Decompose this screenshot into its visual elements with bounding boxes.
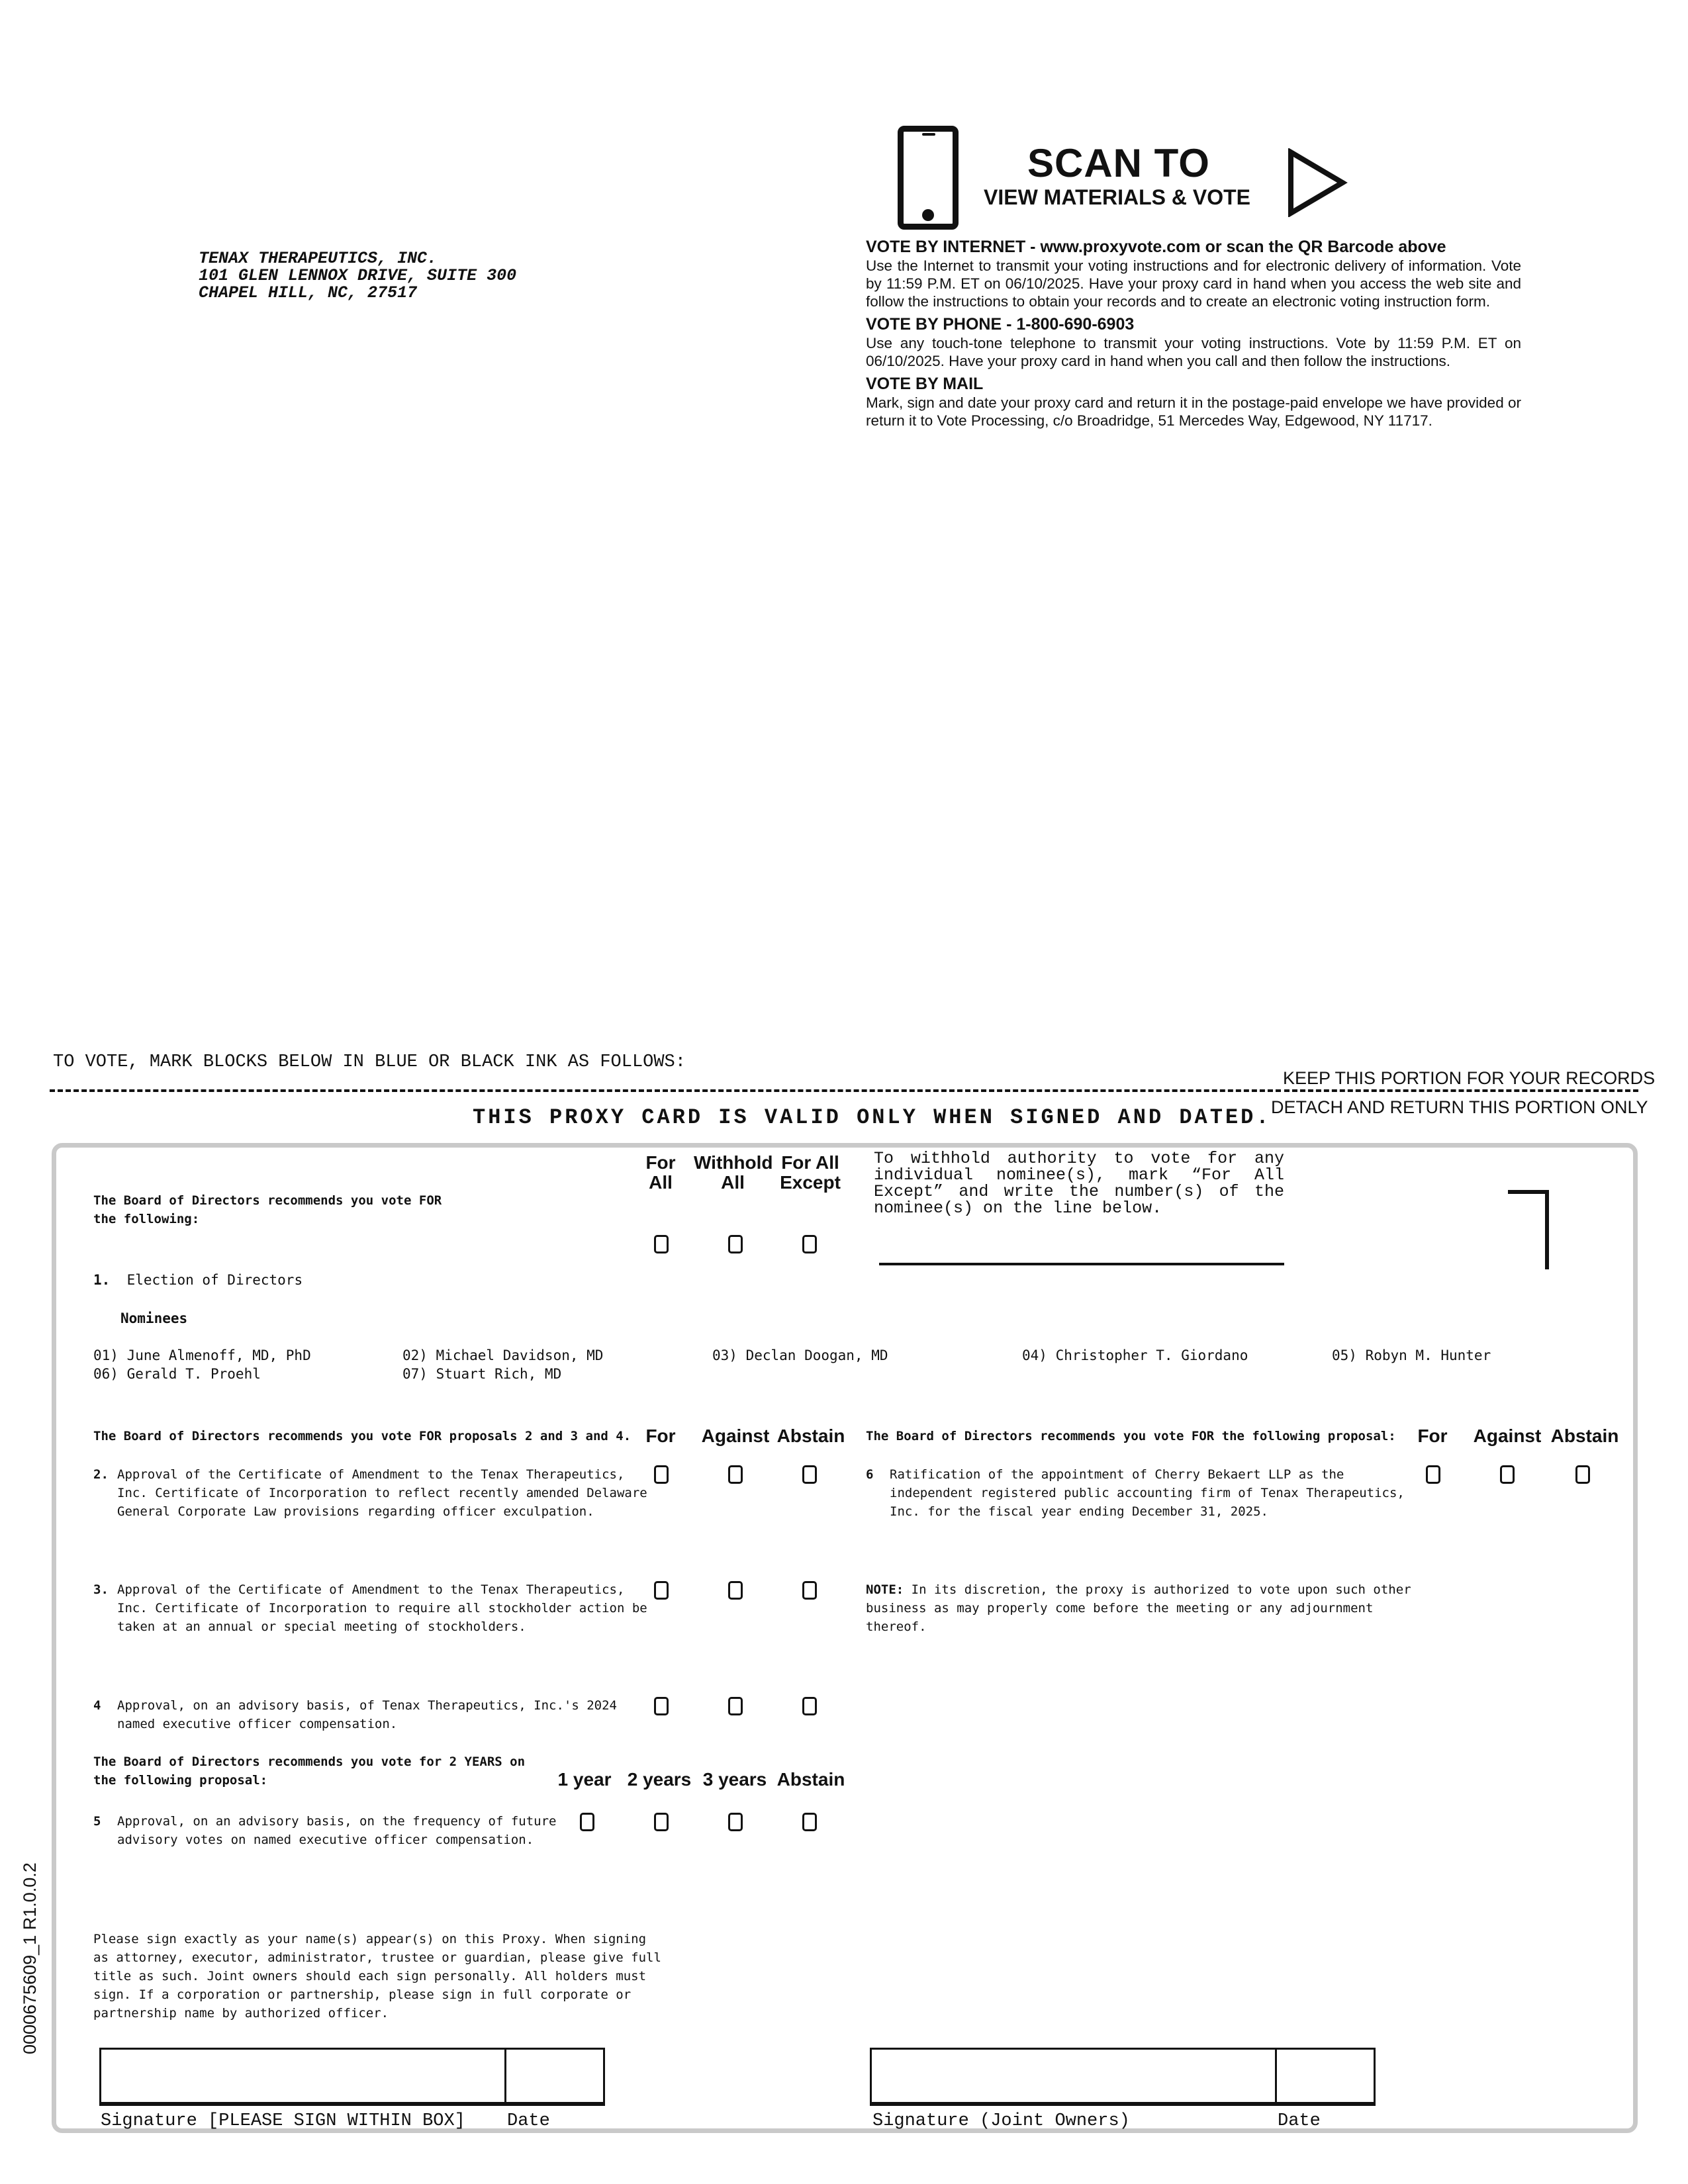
col-2-years: 2 years [627, 1769, 692, 1790]
proposal-4-for-checkbox[interactable] [654, 1697, 669, 1715]
signing-line-3: title as such. Joint owners should each sign personally. All holders must [93, 1969, 647, 1983]
date-label: Date [507, 2111, 550, 2131]
signing-line-1: Please sign exactly as your name(s) appear(s) on this Proxy. When signing [93, 1932, 647, 1946]
proposal-6-against-checkbox[interactable] [1500, 1465, 1515, 1484]
internet-text: Use the Internet to transmit your voting instructions and for electronic delivery of information. Vote by 11:59 P.M. ET on 06/10/2025. Have your proxy card in hand when you access the web site and follow the instructions to obtain your records and to create an electronic voting instruction form. [866, 257, 1521, 310]
checkbox-for-all-except[interactable] [802, 1235, 817, 1253]
internet-heading: VOTE BY INTERNET - www.proxyvote.com or scan the QR Barcode above [866, 238, 1446, 256]
signing-line-4: sign. If a corporation or partnership, please sign in full corporate or [93, 1987, 632, 2002]
proposal-2-against-checkbox[interactable] [728, 1465, 743, 1484]
proposal-2-number: 2. [93, 1467, 109, 1482]
col-1-year: 1 year [557, 1769, 612, 1790]
proposal-5-1-year-checkbox[interactable] [580, 1813, 594, 1831]
col-for-all [635, 1153, 686, 1193]
proposal-5-3-years-checkbox[interactable] [728, 1813, 743, 1831]
detach-return-label: DETACH AND RETURN THIS PORTION ONLY [1271, 1097, 1648, 1117]
withhold-note: To withhold authority to vote for any individual nominee(s), mark “For All Except” and write the number(s) of the nominee(s) on the line below. [874, 1149, 1284, 1218]
frequency-recommendation [93, 1752, 525, 1790]
proposal-3-number: 3. [93, 1582, 109, 1597]
sender-line-2: 101 GLEN LENNOX DRIVE, SUITE 300 [199, 266, 517, 285]
col-except-line-1: For All [781, 1152, 839, 1173]
nominee-04: 04) Christopher T. Giordano [1022, 1347, 1248, 1363]
proposal-5-line-2: advisory votes on named executive officer compensation. [117, 1833, 534, 1847]
joint-signature-label: Signature (Joint Owners) [872, 2111, 1130, 2131]
proposal-6-line-1: Ratification of the appointment of Cherry Bekaert LLP as the [890, 1467, 1344, 1482]
joint-date-divider [1275, 2048, 1277, 2102]
nominee-01: 01) June Almenoff, MD, PhD [93, 1347, 311, 1363]
proposal-4-line-2: named executive officer compensation. [117, 1717, 398, 1731]
play-arrow-icon [1287, 148, 1348, 217]
col-for-all-line-1: For [645, 1152, 676, 1173]
checkbox-withhold-all[interactable] [728, 1235, 743, 1253]
nominee-03: 03) Declan Doogan, MD [712, 1347, 888, 1363]
valid-notice: THIS PROXY CARD IS VALID ONLY WHEN SIGNED AND DATED. [473, 1105, 1272, 1130]
proposal-4-abstain-checkbox[interactable] [802, 1697, 817, 1715]
item-1 [93, 1271, 303, 1289]
proposal-6-recommendation: The Board of Directors recommends you vote FOR the following proposal: [866, 1429, 1396, 1443]
joint-date-label: Date [1278, 2111, 1321, 2131]
scan-title: SCAN TO [1027, 141, 1210, 185]
proposal-3 [93, 1580, 647, 1636]
item-1-number: 1. [93, 1272, 111, 1288]
proposal-6-line-3: Inc. for the fiscal year ending December 31, 2025. [890, 1504, 1268, 1519]
proposal-5 [93, 1812, 556, 1849]
mail-text: Mark, sign and date your proxy card and return it in the postage-paid envelope we have provided or return it to Vote Processing, c/o Broadridge, 51 Mercedes Way, Edgewood, NY 11717. [866, 394, 1521, 429]
proposal-2-abstain-checkbox[interactable] [802, 1465, 817, 1484]
col-against-right: Against [1473, 1426, 1542, 1446]
item-1-label: Election of Directors [126, 1272, 303, 1288]
proposal-3-abstain-checkbox[interactable] [802, 1581, 817, 1600]
proposal-4-number: 4 [93, 1698, 101, 1713]
sender-address [199, 250, 516, 302]
nominees-label: Nominees [120, 1310, 188, 1326]
phone-text: Use any touch-tone telephone to transmit your voting instructions. Vote by 11:59 P.M. ET on 06/10/2025. Have your proxy card in hand when you call and then follow the instructions. [866, 335, 1521, 369]
col-for-all-line-2: All [649, 1172, 673, 1193]
proposal-2-line-2: Inc. Certificate of Incorporation to reflect recently amended Delaware [117, 1486, 647, 1500]
proposal-5-2-years-checkbox[interactable] [654, 1813, 669, 1831]
col-3-years: 3 years [702, 1769, 767, 1790]
sender-line-3: CHAPEL HILL, NC, 27517 [199, 283, 418, 302]
proxy-note [866, 1580, 1411, 1636]
signature-date-divider [504, 2048, 506, 2102]
signature-box[interactable] [99, 2048, 605, 2106]
mail-heading: VOTE BY MAIL [866, 375, 984, 393]
phone-icon [898, 126, 959, 230]
election-recommend-line-2: the following: [93, 1212, 200, 1226]
keep-portion-label: KEEP THIS PORTION FOR YOUR RECORDS [1283, 1068, 1656, 1088]
mark-instructions: TO VOTE, MARK BLOCKS BELOW IN BLUE OR BLACK INK AS FOLLOWS: [53, 1052, 686, 1072]
col-for-right: For [1417, 1426, 1448, 1446]
col-for: For [645, 1426, 676, 1446]
note-label: NOTE: [866, 1582, 904, 1597]
proposal-6-abstain-checkbox[interactable] [1575, 1465, 1590, 1484]
signature-label: Signature [PLEASE SIGN WITHIN BOX] [101, 2111, 465, 2131]
nominee-07: 07) Stuart Rich, MD [402, 1366, 562, 1382]
note-line-2: business as may properly come before the meeting or any adjournment [866, 1601, 1374, 1615]
proposal-3-line-3: taken at an annual or special meeting of stockholders. [117, 1619, 526, 1634]
detach-line-right [1284, 1089, 1638, 1092]
proposal-3-line-2: Inc. Certificate of Incorporation to require all stockholder action be [117, 1601, 647, 1615]
proposal-2-for-checkbox[interactable] [654, 1465, 669, 1484]
col-abstain: Abstain [776, 1426, 845, 1446]
proposal-2-line-1: Approval of the Certificate of Amendment to the Tenax Therapeutics, [117, 1467, 625, 1482]
side-code: 0000675609_1 R1.0.0.2 [20, 1862, 40, 2054]
signing-line-5: partnership name by authorized officer. [93, 2006, 389, 2021]
proposal-4 [93, 1696, 617, 1733]
corner-mark [1508, 1190, 1549, 1269]
col-for-all-except [780, 1153, 841, 1193]
col-frequency-abstain: Abstain [776, 1769, 845, 1790]
proposal-5-abstain-checkbox[interactable] [802, 1813, 817, 1831]
proposal-2 [93, 1465, 647, 1521]
col-except-line-2: Except [780, 1172, 841, 1193]
proposal-3-against-checkbox[interactable] [728, 1581, 743, 1600]
nominee-06: 06) Gerald T. Proehl [93, 1366, 261, 1382]
signing-instructions [93, 1930, 661, 2023]
note-line-3: thereof. [866, 1619, 927, 1634]
proposal-2-line-3: General Corporate Law provisions regarding officer exculpation. [117, 1504, 594, 1519]
proposal-4-against-checkbox[interactable] [728, 1697, 743, 1715]
proposal-4-line-1: Approval, on an advisory basis, of Tenax Therapeutics, Inc.'s 2024 [117, 1698, 617, 1713]
proposal-5-line-1: Approval, on an advisory basis, on the frequency of future [117, 1814, 557, 1829]
col-withhold-all [694, 1153, 772, 1193]
proposals-recommendation: The Board of Directors recommends you vote FOR proposals 2 and 3 and 4. [93, 1429, 632, 1443]
signing-line-2: as attorney, executor, administrator, trustee or guardian, please give full [93, 1950, 661, 1965]
frequency-recommend-line-1: The Board of Directors recommends you vote for 2 YEARS on [93, 1754, 526, 1769]
election-recommendation [93, 1191, 442, 1228]
proposal-6-for-checkbox[interactable] [1426, 1465, 1440, 1484]
frequency-recommend-line-2: the following proposal: [93, 1773, 268, 1788]
col-withhold-line-1: Withhold [694, 1152, 773, 1173]
proposal-3-line-1: Approval of the Certificate of Amendment to the Tenax Therapeutics, [117, 1582, 625, 1597]
phone-heading: VOTE BY PHONE - 1-800-690-6903 [866, 315, 1135, 334]
proposal-6 [866, 1465, 1405, 1521]
proposal-5-number: 5 [93, 1814, 101, 1829]
proposal-6-line-2: independent registered public accounting firm of Tenax Therapeutics, [890, 1486, 1405, 1500]
election-recommend-line-1: The Board of Directors recommends you vote FOR [93, 1193, 442, 1208]
nominee-exception-line[interactable] [879, 1263, 1284, 1265]
voting-instructions [866, 237, 1521, 433]
note-line-1: In its discretion, the proxy is authorized to vote upon such other [911, 1582, 1411, 1597]
nominee-02: 02) Michael Davidson, MD [402, 1347, 604, 1363]
col-abstain-right: Abstain [1550, 1426, 1619, 1446]
proposal-6-number: 6 [866, 1467, 874, 1482]
col-against: Against [701, 1426, 770, 1446]
checkbox-for-all[interactable] [654, 1235, 669, 1253]
scan-subtitle: VIEW MATERIALS & VOTE [984, 185, 1250, 209]
proposal-3-for-checkbox[interactable] [654, 1581, 669, 1600]
nominee-05: 05) Robyn M. Hunter [1332, 1347, 1491, 1363]
joint-signature-box[interactable] [870, 2048, 1376, 2106]
detach-line [50, 1089, 1281, 1092]
col-withhold-line-2: All [721, 1172, 745, 1193]
sender-line-1: TENAX THERAPEUTICS, INC. [199, 249, 438, 268]
